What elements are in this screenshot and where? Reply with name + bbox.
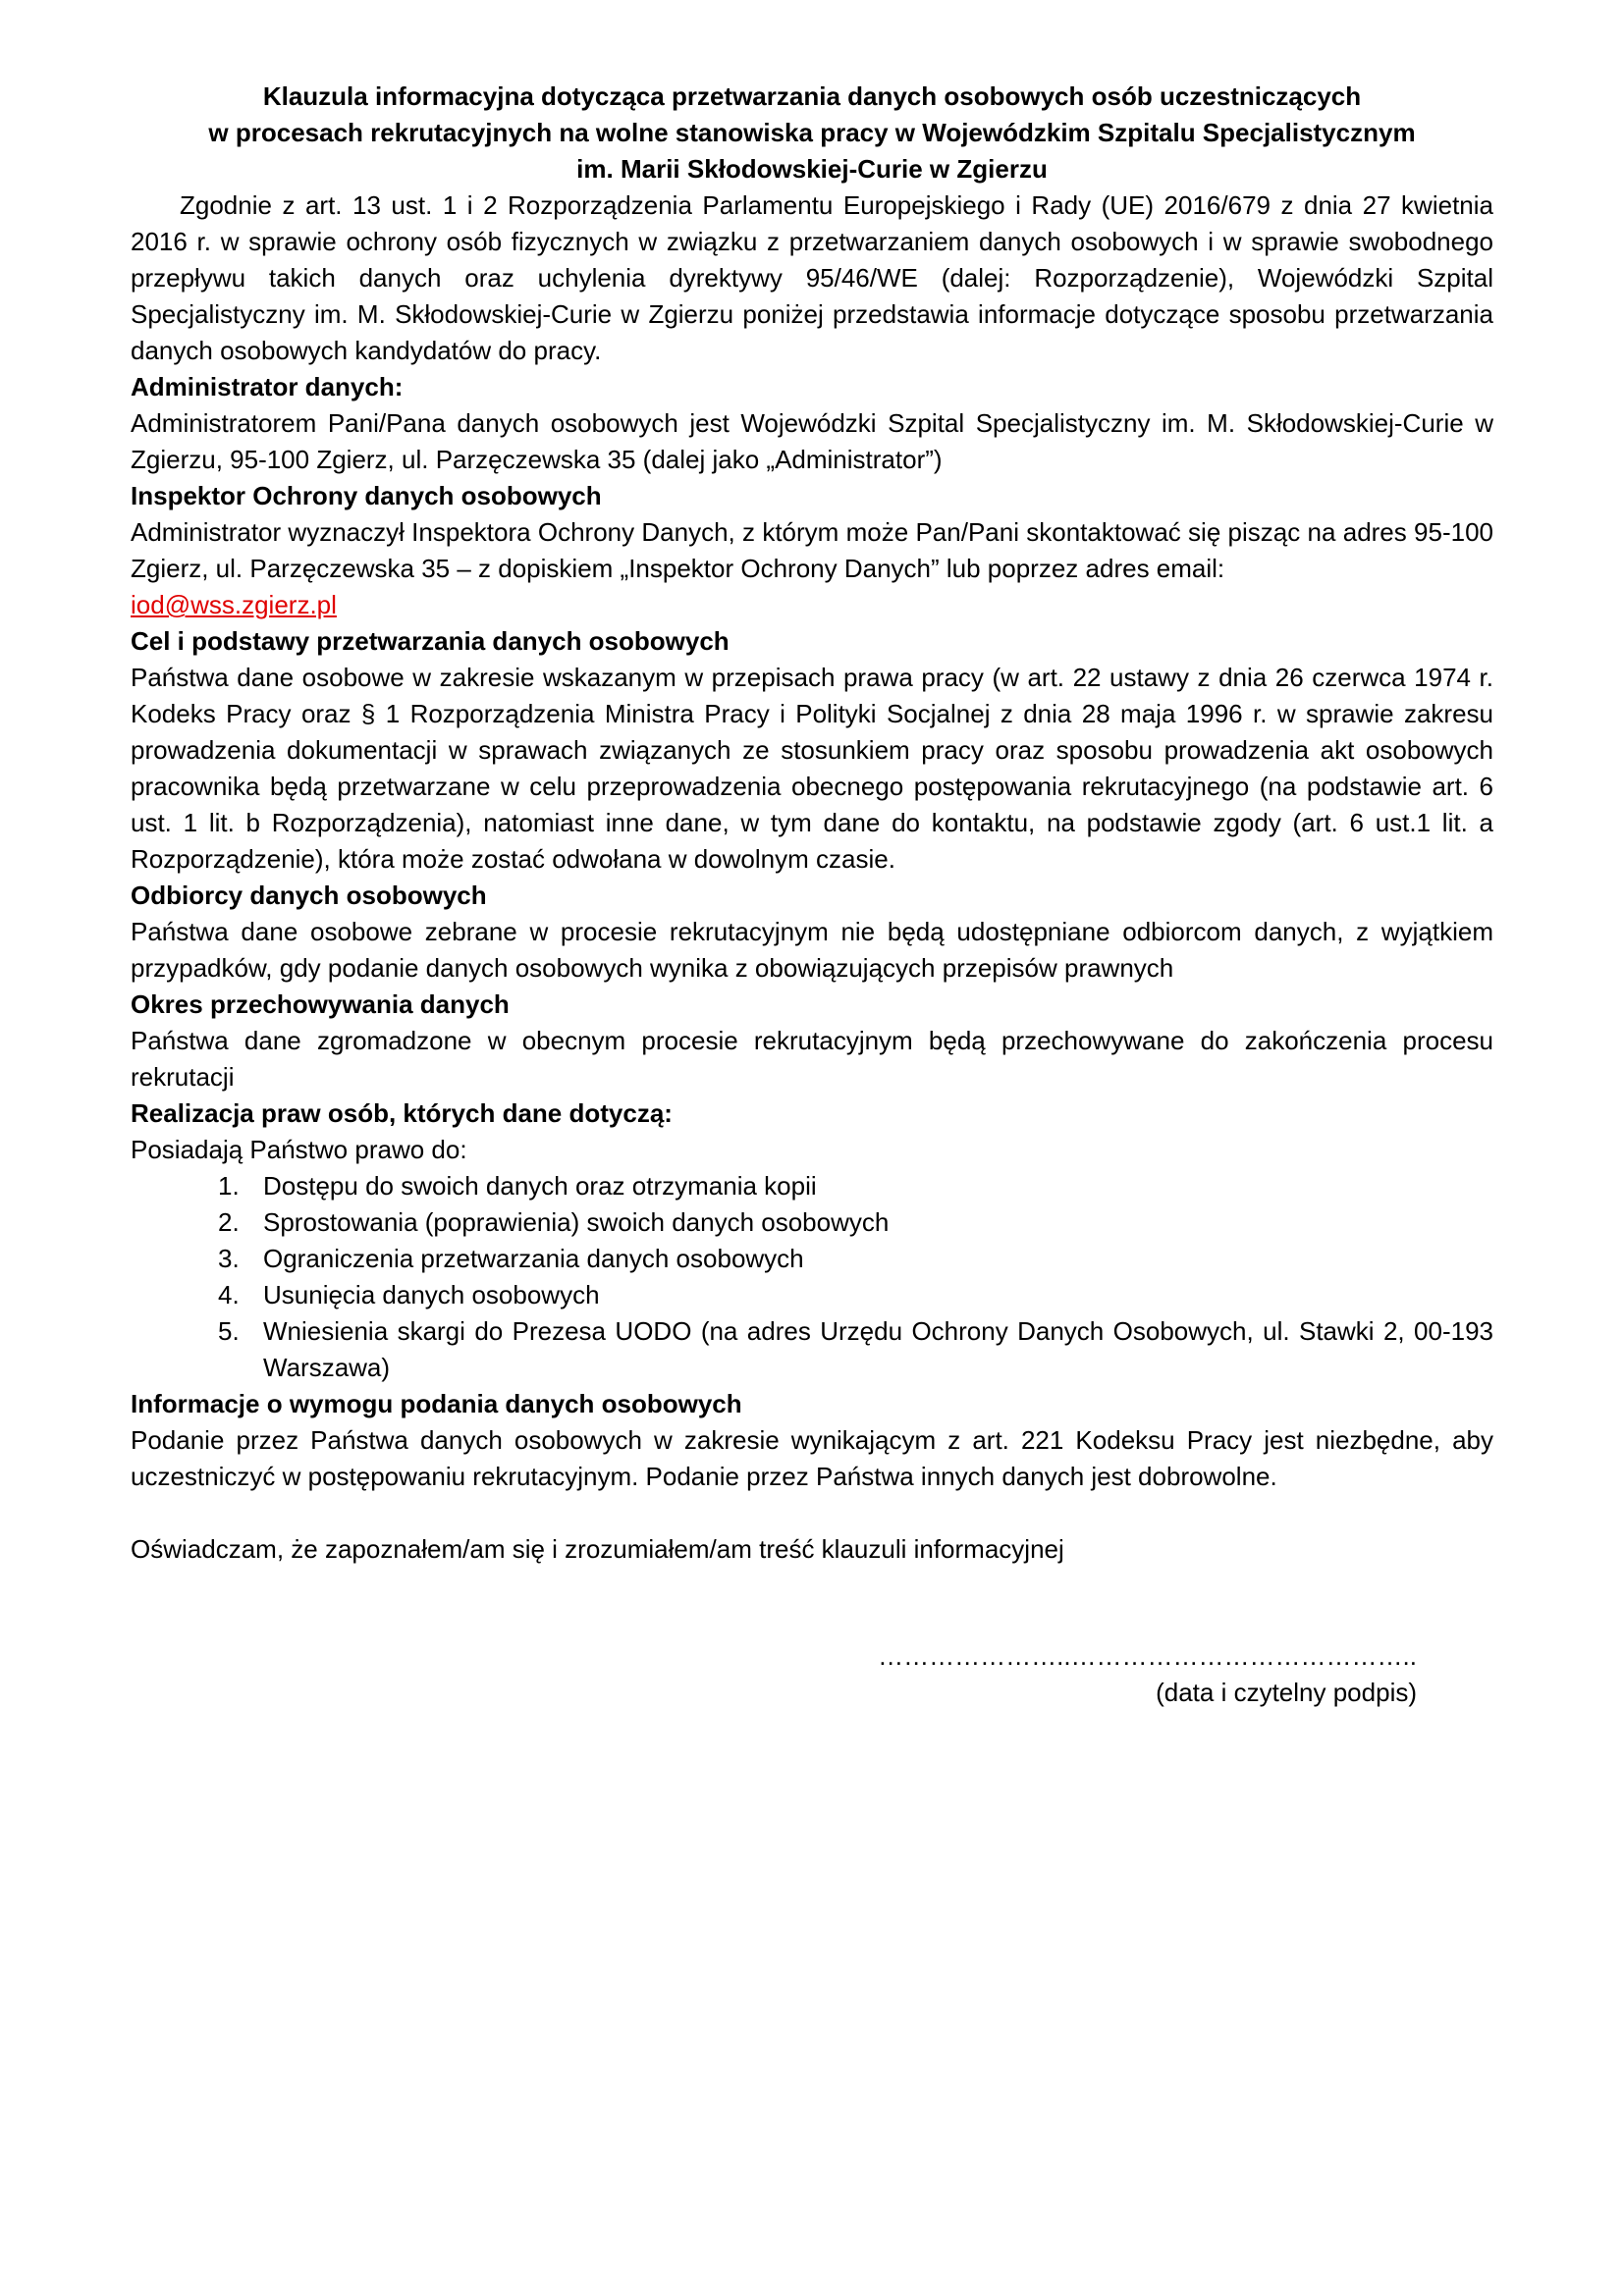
signature-dots-line: …………………..………………………………….. bbox=[878, 1641, 1417, 1671]
purpose-heading: Cel i podstawy przetwarzania danych osobowych bbox=[131, 626, 730, 656]
recipients-paragraph: Państwa dane osobowe zebrane w procesie rekrutacyjnym nie będą udostępniane odbiorcom danych, z wyjątkiem przypadków, gdy podanie danych osobowych wynika z obowiązujących przepisów prawnych bbox=[131, 917, 1493, 983]
purpose-paragraph: Państwa dane osobowe w zakresie wskazanym w przepisach prawa pracy (w art. 22 ustawy z dnia 26 czerwca 1974 r. Kodeks Pracy oraz § 1 Rozporządzenia Ministra Pracy i Polityki Socjalnej z dnia 28 maja 1996 r. w sprawie zakresu prowadzenia dokumentacji w sprawach związanych ze stosunkiem pracy oraz sposobu prowadzenia akt osobowych pracownika będą przetwarzane w celu przeprowadzenia obecnego postępowania rekrutacyjnego (na podstawie art. 6 ust. 1 lit. b Rozporządzenia), natomiast inne dane, w tym dane do kontaktu, na podstawie zgody (art. 6 ust.1 lit. a Rozporządzenie), która może zostać odwołana w dowolnym czasie. bbox=[131, 663, 1493, 874]
statement-paragraph: Oświadczam, że zapoznałem/am się i zrozumiałem/am treść klauzuli informacyjnej bbox=[131, 1534, 1064, 1564]
administrator-paragraph: Administratorem Pani/Pana danych osobowych jest Wojewódzki Szpital Specjalistyczny im. M. Skłodowskiej-Curie w Zgierzu, 95-100 Zgierz, ul. Parzęczewska 35 (dalej jako „Administrator”) bbox=[131, 408, 1493, 474]
list-item-number: 5. bbox=[218, 1316, 240, 1346]
retention-heading: Okres przechowywania danych bbox=[131, 989, 510, 1019]
list-item bbox=[131, 1313, 1493, 1386]
rights-heading: Realizacja praw osób, których dane dotyczą: bbox=[131, 1098, 673, 1128]
list-item-number: 2. bbox=[218, 1207, 240, 1237]
document-title-line-3: im. Marii Skłodowskiej-Curie w Zgierzu bbox=[576, 154, 1048, 184]
list-item-text: Wniesienia skargi do Prezesa UODO (na adres Urzędu Ochrony Danych Osobowych, ul. Stawki 2, 00-193 Warszawa) bbox=[263, 1316, 1493, 1382]
list-item-text: Sprostowania (poprawienia) swoich danych osobowych bbox=[263, 1207, 890, 1237]
rights-intro: Posiadają Państwo prawo do: bbox=[131, 1135, 467, 1164]
administrator-heading: Administrator danych: bbox=[131, 372, 404, 401]
list-item-text: Dostępu do swoich danych oraz otrzymania kopii bbox=[263, 1171, 817, 1201]
inspector-paragraph: Administrator wyznaczył Inspektora Ochrony Danych, z którym może Pan/Pani skontaktować się pisząc na adres 95-100 Zgierz, ul. Parzęczewska 35 – z dopiskiem „Inspektor Ochrony Danych” lub poprzez adres email: bbox=[131, 517, 1493, 583]
email-link[interactable]: iod@wss.zgierz.pl bbox=[131, 590, 337, 619]
spacer bbox=[131, 1495, 1493, 1531]
list-item-number: 1. bbox=[218, 1171, 240, 1201]
recipients-heading: Odbiorcy danych osobowych bbox=[131, 881, 487, 910]
inspector-heading: Inspektor Ochrony danych osobowych bbox=[131, 481, 602, 510]
list-item-text: Ograniczenia przetwarzania danych osobowych bbox=[263, 1244, 804, 1273]
list-item bbox=[131, 1241, 1493, 1277]
email-row bbox=[131, 587, 1493, 623]
list-item bbox=[131, 1168, 1493, 1204]
signature-caption: (data i czytelny podpis) bbox=[1156, 1678, 1417, 1707]
list-item-number: 4. bbox=[218, 1280, 240, 1309]
document-content bbox=[131, 79, 1493, 1711]
requirement-heading: Informacje o wymogu podania danych osobowych bbox=[131, 1389, 742, 1418]
signature-block bbox=[131, 1638, 1493, 1711]
requirement-paragraph: Podanie przez Państwa danych osobowych w zakresie wynikającym z art. 221 Kodeksu Pracy jest niezbędne, aby uczestniczyć w postępowaniu rekrutacyjnym. Podanie przez Państwa innych danych jest dobrowolne. bbox=[131, 1425, 1493, 1491]
retention-paragraph: Państwa dane zgromadzone w obecnym procesie rekrutacyjnym będą przechowywane do zakończenia procesu rekrutacji bbox=[131, 1026, 1493, 1092]
list-item bbox=[131, 1277, 1493, 1313]
list-item-text: Usunięcia danych osobowych bbox=[263, 1280, 600, 1309]
document-title-line-2: w procesach rekrutacyjnych na wolne stanowiska pracy w Wojewódzkim Szpitalu Specjalistycznym bbox=[208, 118, 1416, 147]
intro-paragraph: Zgodnie z art. 13 ust. 1 i 2 Rozporządzenia Parlamentu Europejskiego i Rady (UE) 2016/679 z dnia 27 kwietnia 2016 r. w sprawie ochrony osób fizycznych w związku z przetwarzaniem danych osobowych i w sprawie swobodnego przepływu takich danych oraz uchylenia dyrektywy 95/46/WE (dalej: Rozporządzenie), Wojewódzki Szpital Specjalistyczny im. M. Skłodowskiej-Curie w Zgierzu poniżej przedstawia informacje dotyczące sposobu przetwarzania danych osobowych kandydatów do pracy. bbox=[131, 190, 1493, 365]
rights-list bbox=[131, 1168, 1493, 1386]
document-title-line-1: Klauzula informacyjna dotycząca przetwarzania danych osobowych osób uczestniczących bbox=[262, 81, 1362, 111]
list-item bbox=[131, 1204, 1493, 1241]
list-item-number: 3. bbox=[218, 1244, 240, 1273]
